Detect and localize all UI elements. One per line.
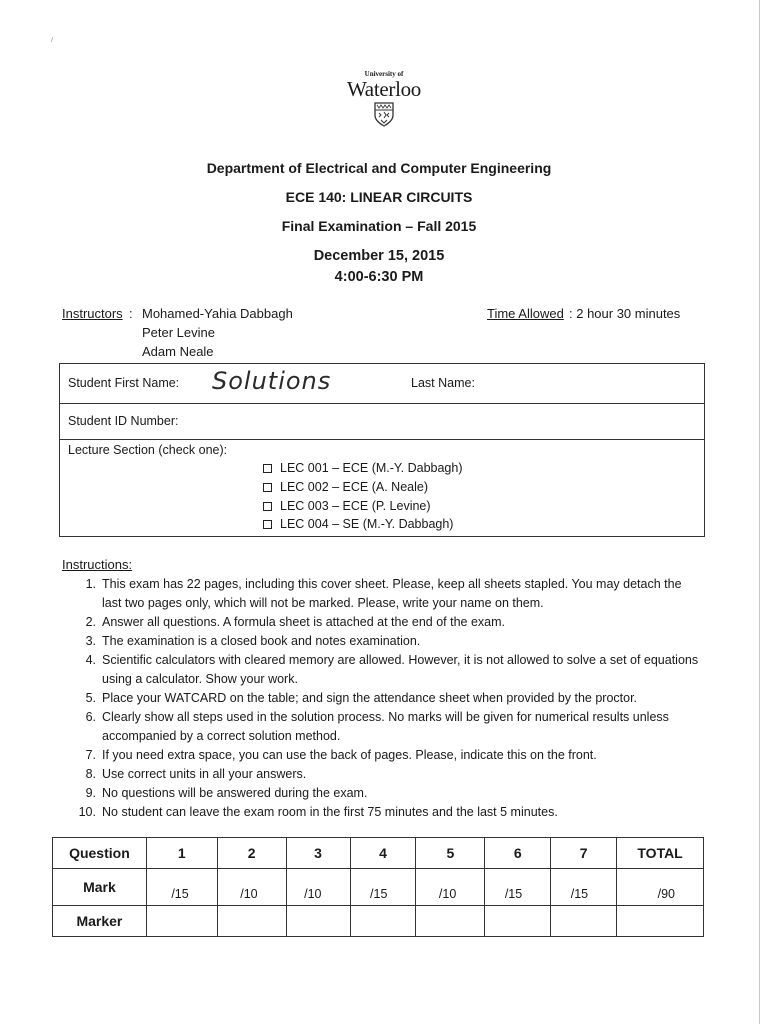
- mark-cell: /15: [350, 869, 416, 906]
- time-allowed-label: Time Allowed: [487, 306, 564, 321]
- lecture-option[interactable]: [263, 517, 453, 531]
- instruction-text: The examination is a closed book and notes examination.: [102, 634, 421, 648]
- instructors-colon: :: [129, 306, 133, 321]
- mark-cell: /15: [146, 869, 217, 906]
- time-allowed-value: : 2 hour 30 minutes: [569, 306, 681, 321]
- list-item: 1. This exam has 22 pages, including this cover sheet. Please, keep all sheets stapled. You may detach the last two pages only, which will not be marked. Please, write your name on them.: [62, 575, 702, 613]
- lecture-option-label: LEC 001 – ECE (M.-Y. Dabbagh): [280, 461, 463, 475]
- marker-header: Marker: [53, 906, 147, 937]
- list-item: 3. The examination is a closed book and notes examination.: [62, 632, 702, 651]
- question-number: 6: [485, 838, 551, 869]
- lecture-option[interactable]: [263, 461, 463, 475]
- lecture-option-label: LEC 002 – ECE (A. Neale): [280, 480, 428, 494]
- name-row: [60, 364, 704, 404]
- instruction-text: No student can leave the exam room in the first 75 minutes and the last 5 minutes.: [102, 805, 558, 819]
- marker-cell[interactable]: [416, 906, 485, 937]
- mark-cell: /10: [217, 869, 286, 906]
- table-row: [53, 838, 704, 869]
- marker-cell[interactable]: [485, 906, 551, 937]
- instructor-name: Peter Levine: [142, 325, 215, 340]
- question-number: 4: [350, 838, 416, 869]
- lecture-option[interactable]: [263, 499, 431, 513]
- department-title: Department of Electrical and Computer Engineering: [206, 160, 552, 176]
- page-edge-line: [759, 0, 760, 1024]
- course-title: ECE 140: LINEAR CIRCUITS: [285, 189, 473, 205]
- mark-header: Mark: [53, 869, 147, 906]
- student-id-label: Student ID Number:: [68, 414, 179, 428]
- lecture-option-label: LEC 003 – ECE (P. Levine): [280, 499, 431, 513]
- list-item: 5. Place your WATCARD on the table; and sign the attendance sheet when provided by the proctor.: [62, 689, 702, 708]
- instructions-list: [62, 575, 702, 822]
- marker-cell[interactable]: [551, 906, 617, 937]
- question-number: 7: [551, 838, 617, 869]
- marks-table: [52, 837, 704, 937]
- mark-cell: /15: [485, 869, 551, 906]
- marker-cell[interactable]: [286, 906, 350, 937]
- marker-cell[interactable]: [350, 906, 416, 937]
- table-row: [53, 906, 704, 937]
- exam-date: December 15, 2015: [313, 248, 445, 264]
- student-id-row: [60, 404, 704, 440]
- checkbox-icon[interactable]: [263, 502, 272, 511]
- marker-cell[interactable]: [617, 906, 704, 937]
- instructor-name: Adam Neale: [142, 344, 214, 359]
- instruction-text: No questions will be answered during the exam.: [102, 786, 368, 800]
- checkbox-icon[interactable]: [263, 520, 272, 529]
- marker-cell[interactable]: [217, 906, 286, 937]
- question-number: 2: [217, 838, 286, 869]
- mark-cell: /10: [286, 869, 350, 906]
- list-item: 7. If you need extra space, you can use the back of pages. Please, indicate this on the front.: [62, 746, 702, 765]
- logo-university-of: University of: [364, 70, 404, 78]
- question-number: 1: [146, 838, 217, 869]
- mark-cell: /15: [551, 869, 617, 906]
- exam-title: Final Examination – Fall 2015: [281, 218, 477, 234]
- instruction-text: Clearly show all steps used in the solution process. No marks will be given for numerical results unless accompanied by a correct solution method.: [102, 710, 669, 743]
- checkbox-icon[interactable]: [263, 483, 272, 492]
- marker-cell[interactable]: [146, 906, 217, 937]
- instruction-text: Scientific calculators with cleared memory are allowed. However, it is not allowed to solve a set of equations using a calculator. Show your work.: [102, 653, 699, 686]
- list-item: 6. Clearly show all steps used in the solution process. No marks will be given for numerical results unless accompanied by a correct solution method.: [62, 708, 702, 746]
- scan-mark: ⸝: [46, 32, 57, 45]
- question-number: 5: [416, 838, 485, 869]
- question-number: 3: [286, 838, 350, 869]
- lecture-option[interactable]: [263, 480, 428, 494]
- list-item: 4. Scientific calculators with cleared memory are allowed. However, it is not allowed to solve a set of equations using a calculator. Show your work.: [62, 651, 702, 689]
- lecture-option-label: LEC 004 – SE (M.-Y. Dabbagh): [280, 517, 454, 531]
- last-name-label: Last Name:: [411, 376, 475, 390]
- table-row: [53, 869, 704, 906]
- first-name-label: Student First Name:: [68, 376, 180, 390]
- instructors-label: Instructors: [62, 306, 123, 321]
- instruction-text: Answer all questions. A formula sheet is attached at the end of the exam.: [102, 615, 506, 629]
- exam-time: 4:00-6:30 PM: [334, 269, 424, 285]
- list-item: 10. No student can leave the exam room in the first 75 minutes and the last 5 minutes.: [62, 803, 702, 822]
- list-item: 9. No questions will be answered during the exam.: [62, 784, 702, 803]
- question-header: Question: [53, 838, 147, 869]
- university-logo: [320, 70, 448, 127]
- instructions-heading: Instructions:: [62, 557, 133, 572]
- total-mark-cell: /90: [617, 869, 704, 906]
- instructor-name: Mohamed-Yahia Dabbagh: [142, 306, 293, 321]
- instruction-text: Place your WATCARD on the table; and sign the attendance sheet when provided by the proctor.: [102, 691, 638, 705]
- crest-icon: [373, 101, 395, 127]
- instructions-heading-text: Instructions: [62, 557, 129, 572]
- logo-waterloo: Waterloo: [346, 77, 422, 101]
- list-item: 8. Use correct units in all your answers.: [62, 765, 702, 784]
- instruction-text: This exam has 22 pages, including this cover sheet. Please, keep all sheets stapled. You may detach the last two pages only, which will not be marked. Please, write your name on them.: [102, 577, 682, 610]
- instruction-text: If you need extra space, you can use the back of pages. Please, indicate this on the front.: [102, 748, 597, 762]
- total-header: TOTAL: [617, 838, 704, 869]
- instruction-text: Use correct units in all your answers.: [102, 767, 307, 781]
- mark-cell: /10: [416, 869, 485, 906]
- lecture-section-label: Lecture Section (check one):: [68, 443, 228, 457]
- student-info-box: [59, 363, 705, 537]
- first-name-field[interactable]: Solutions: [212, 367, 332, 395]
- list-item: 2. Answer all questions. A formula sheet is attached at the end of the exam.: [62, 613, 702, 632]
- checkbox-icon[interactable]: [263, 464, 272, 473]
